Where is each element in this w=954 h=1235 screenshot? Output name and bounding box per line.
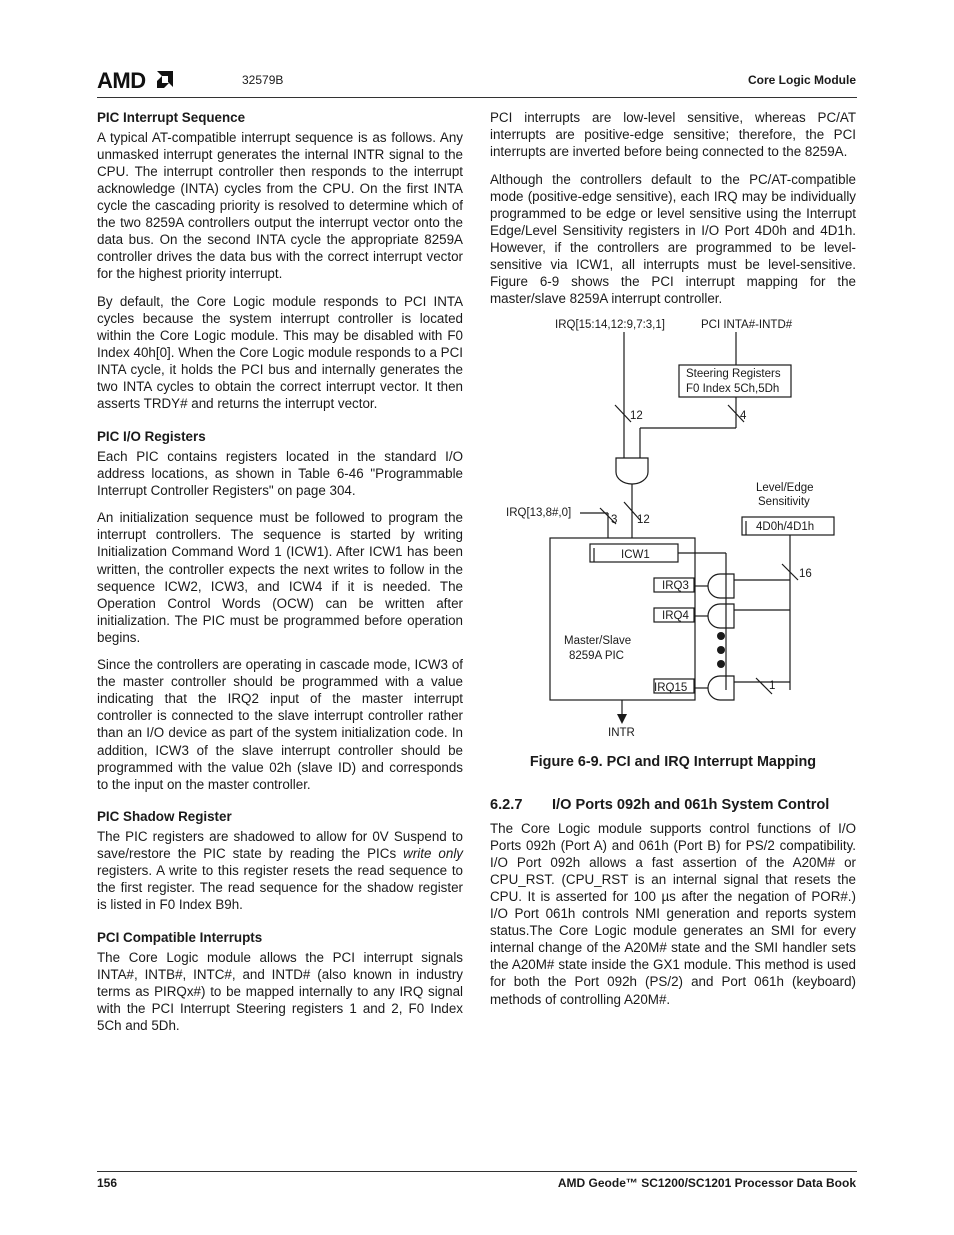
footer-rule (97, 1171, 857, 1172)
section-name: Core Logic Module (748, 73, 856, 87)
irq-input-label: IRQ[15:14,12:9,7:3,1] (555, 319, 665, 331)
bus-width-12: 12 (630, 410, 643, 422)
paragraph: The PIC registers are shadowed to allow for 0V Suspend to save/restore the PIC state by reading the PICs write only registers. A write to this register resets the read sequence to the first register. The read sequence for the shadow register is listed in F0 Index B9h. (97, 829, 463, 913)
section-title: I/O Ports 092h and 061h System Control (552, 797, 830, 813)
figure-caption: Figure 6-9. PCI and IRQ Interrupt Mapping (529, 754, 817, 770)
svg-text:AMD: AMD (97, 68, 146, 92)
steering-label-1: Steering Registers (686, 368, 781, 380)
paragraph: By default, the Core Logic module responds to PCI INTA cycles because the system interrupt controller is located within the Core Logic module. This may be disabled with F0 Index 40h[0]. When the Core Logic module responds to a PCI INTA cycle, it holds the PCI bus and internally generates the two INTA cycles to obtain the correct interrupt vector. It then asserts TRDY# and returns the interrupt vector. (97, 293, 463, 412)
right-column-bottom (490, 797, 856, 1018)
irq15-label: IRQ15 (654, 682, 688, 694)
section-number: 6.2.7 (490, 797, 523, 813)
section-heading (490, 797, 856, 814)
pci-int-label: PCI INTA#-INTD# (701, 319, 793, 331)
paragraph: An initialization sequence must be followed to program the interrupt controllers. The sequence is started by writing Initialization Command Word 1 (ICW1). After ICW1 has been written, the controller expects the next writes to follow in the sequence ICW2, ICW3, and ICW4 if it is needed. The Operation Control Words (OCW) can be written after initialization. The PIC must be programmed before operation begins. (97, 510, 463, 645)
pic-label-2: 8259A PIC (569, 650, 624, 662)
irq3-label: IRQ3 (662, 580, 689, 592)
doc-number: 32579B (242, 73, 284, 87)
bus-width-16: 16 (799, 568, 812, 580)
interrupt-mapping-figure (490, 310, 870, 750)
icw1-label: ICW1 (621, 549, 650, 561)
paragraph: The Core Logic module supports control functions of I/O Ports 092h (Port A) and 061h (Port B) for PS/2 compatibility. I/O Port 092h allows a fast assertion of the A20M# or CPU_RST. (CPU_RST is an internal signal that resets the CPU. It is asserted for 100 µs after the negation of POR#.) I/O Port 061h controls NMI generation and reports system status.The Core Logic module generates an SMI for every internal change of the A20M# state and the SMI handler sets the A20M# state inside the GX1 module. This method is used for both the Port 092h (PS/2) and Port 061h (keyboard) methods of controlling A20M#. (490, 821, 856, 1007)
irq-13-label: IRQ[13,8#,0] (506, 507, 572, 519)
right-column-top (490, 109, 856, 318)
heading-pic-io-registers: PIC I/O Registers (97, 428, 206, 444)
paragraph: Each PIC contains registers located in the standard I/O address locations, as shown in Table 6-46 "Programmable Interrupt Controller Registers" on page 304. (97, 448, 463, 498)
bus-width-12b: 12 (637, 514, 650, 526)
bus-width-1: 1 (769, 680, 776, 692)
paragraph: Although the controllers default to the PC/AT-compatible mode (positive-edge sensitive), each IRQ may be individually programmed to be edge or level sensitive using the Interrupt Edge/Level Sensitivity registers in I/O Port 4D0h and 4D1h. However, if the controllers are programmed to be level-sensitive via ICW1, all interrupts must be level-sensitive. Figure 6-9 shows the PCI interrupt mapping for the master/slave 8259A interrupt controller. (490, 171, 856, 306)
heading-pic-interrupt-sequence: PIC Interrupt Sequence (97, 110, 246, 125)
paragraph: Since the controllers are operating in cascade mode, ICW3 of the master controller should be programmed with a value indicating that the IRQ2 input of the master interrupt controller is connected to the slave interrupt controller rather than an I/O device as part of the system initialization code. In addition, ICW3 of the slave interrupt controller should be programmed with the value 02h (slave ID) and corresponds to the input on the master controller. (97, 657, 463, 792)
page-number: 156 (97, 1176, 118, 1190)
emphasis: write only (403, 846, 463, 862)
heading-pic-shadow-register: PIC Shadow Register (97, 809, 232, 825)
level-edge-label-2: Sensitivity (758, 496, 810, 508)
pic-label-1: Master/Slave (564, 635, 632, 647)
steering-label-2: F0 Index 5Ch,5Dh (686, 383, 780, 395)
level-register-label: 4D0h/4D1h (756, 521, 815, 533)
header-rule (97, 97, 857, 98)
book-title: AMD Geode™ SC1200/SC1201 Processor Data Book (557, 1176, 856, 1190)
paragraph: A typical AT-compatible interrupt sequence is as follows. Any unmasked interrupt generates the internal INTR signal to the CPU. The interrupt controller then responds to the interrupt acknowledge (INTA) cycles from the CPU. On the first INTA cycle the cascading priority is resolved to determine which of the two 8259A controllers output the interrupt vector onto the data bus. On the second INTA cycle the appropriate 8259A controller drives the data bus with the correct interrupt vector for the highest priority interrupt. (97, 130, 463, 282)
amd-logo (97, 68, 175, 92)
irq4-label: IRQ4 (662, 610, 689, 622)
left-column (97, 109, 463, 1045)
level-edge-label-1: Level/Edge (756, 482, 814, 494)
paragraph: PCI interrupts are low-level sensitive, whereas PC/AT interrupts are positive-edge sensitive; therefore, the PCI interrupts are inverted before being connected to the 8259A. (490, 110, 856, 160)
paragraph: The Core Logic module allows the PCI interrupt signals INTA#, INTB#, INTC#, and INTD# (also known in industry terms as PIRQx#) to be mapped internally to any IRQ signal with the PCI Interrupt Steering registers 1 and 2, F0 Index 5Ch and 5Dh. (97, 949, 463, 1034)
bus-width-3: 3 (611, 514, 618, 526)
bus-width-4: 4 (740, 410, 747, 422)
heading-pci-compatible-interrupts: PCI Compatible Interrupts (97, 929, 263, 945)
intr-label: INTR (608, 727, 635, 739)
